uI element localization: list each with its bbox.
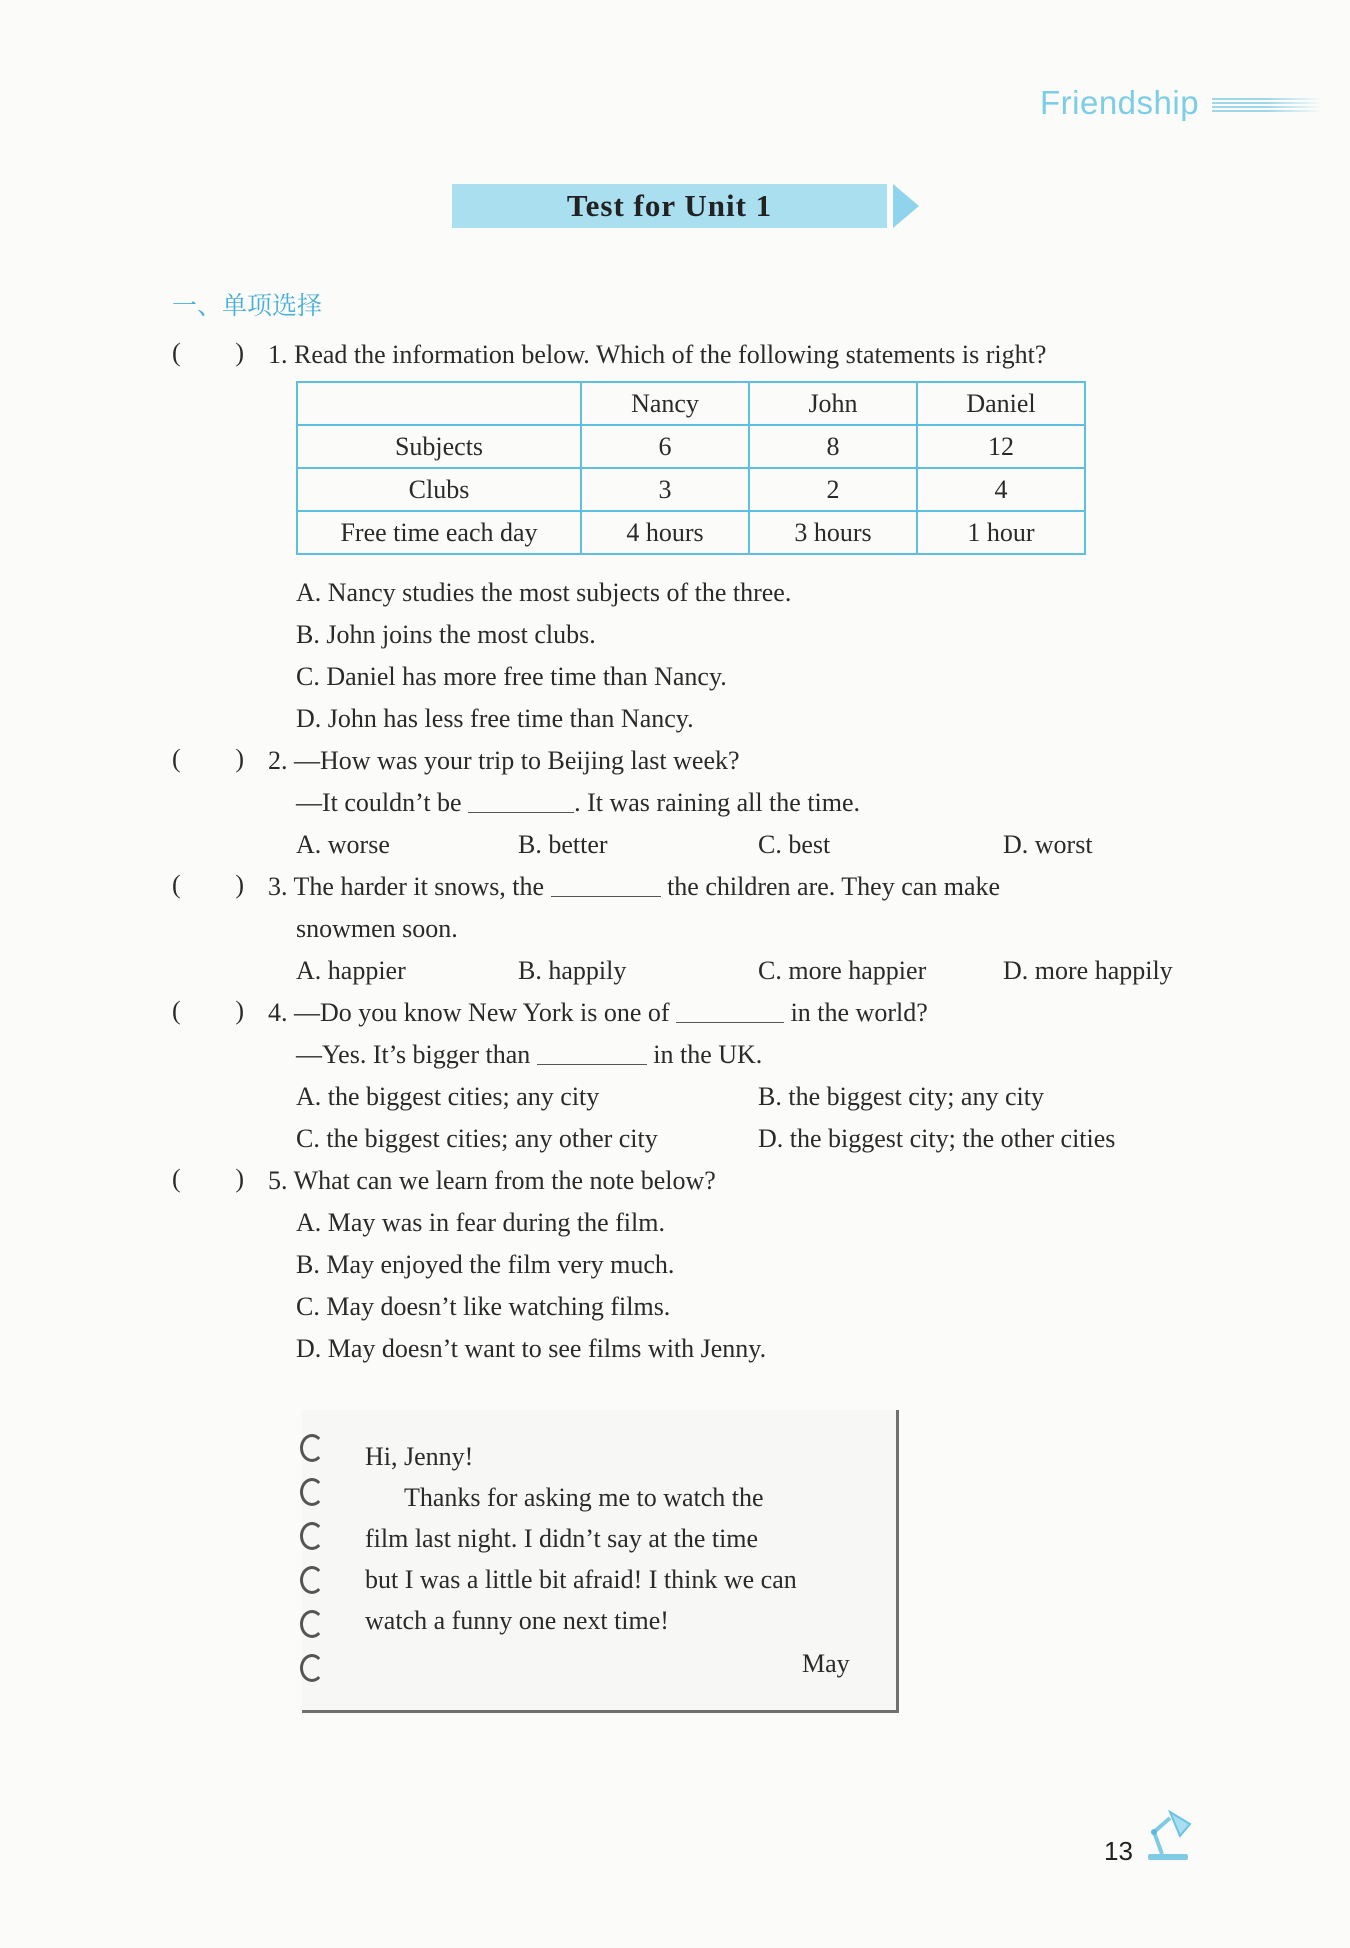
table-cell: John <box>749 382 917 425</box>
option-q1-c: C. Daniel has more free time than Nancy. <box>296 662 727 691</box>
header-decorative-lines <box>1212 98 1322 114</box>
question-4-line-2: —Yes. It’s bigger than in the UK. <box>296 1040 763 1069</box>
option-q2-b: B. better <box>518 830 608 859</box>
answer-paren-q1[interactable]: ( ) <box>172 338 244 367</box>
spiral-ring-icon <box>300 1522 324 1550</box>
table-row <box>297 425 1085 468</box>
option-q2-a: A. worse <box>296 830 390 859</box>
note-greeting: Hi, Jenny! <box>365 1442 474 1471</box>
answer-paren-q4[interactable]: ( ) <box>172 996 244 1025</box>
option-q2-d: D. worst <box>1003 830 1093 859</box>
table-cell: 2 <box>749 468 917 511</box>
answer-paren-q5[interactable]: ( ) <box>172 1164 244 1193</box>
table-cell: 4 hours <box>581 511 749 554</box>
option-q1-d: D. John has less free time than Nancy. <box>296 704 694 733</box>
table-row <box>297 511 1085 554</box>
info-table <box>296 381 1086 555</box>
question-3-line-1: 3. The harder it snows, the the children are. They can make <box>268 872 1001 901</box>
title-arrow-icon <box>893 184 919 228</box>
table-cell: 6 <box>581 425 749 468</box>
table-cell: 1 hour <box>917 511 1085 554</box>
option-q3-c: C. more happier <box>758 956 927 985</box>
table-cell: 3 hours <box>749 511 917 554</box>
fill-in-blank[interactable] <box>676 998 784 1023</box>
running-title: Friendship <box>1040 84 1200 121</box>
fill-in-blank[interactable] <box>537 1040 647 1065</box>
question-3-line-2: snowmen soon. <box>296 914 458 943</box>
table-cell <box>297 382 581 425</box>
table-cell: Free time each day <box>297 511 581 554</box>
answer-paren-q2[interactable]: ( ) <box>172 744 244 773</box>
desk-lamp-icon <box>1140 1806 1200 1864</box>
question-2-line-2: —It couldn’t be . It was raining all the time. <box>296 788 861 817</box>
option-q2-c: C. best <box>758 830 831 859</box>
note-line: Thanks for asking me to watch the <box>404 1483 764 1512</box>
table-cell: Nancy <box>581 382 749 425</box>
question-2-line-1: 2. —How was your trip to Beijing last week? <box>268 746 740 775</box>
spiral-ring-icon <box>300 1654 324 1682</box>
fill-in-blank[interactable] <box>551 872 661 897</box>
table-cell: Daniel <box>917 382 1085 425</box>
question-1-text: 1. Read the information below. Which of the following statements is right? <box>268 340 1047 369</box>
table-row <box>297 468 1085 511</box>
spiral-ring-icon <box>300 1434 324 1462</box>
option-q5-b: B. May enjoyed the film very much. <box>296 1250 675 1279</box>
spiral-ring-icon <box>300 1478 324 1506</box>
question-4-line-1: 4. —Do you know New York is one of in the world? <box>268 998 928 1027</box>
page-number: 13 <box>1104 1836 1133 1866</box>
option-q3-b: B. happily <box>518 956 627 985</box>
option-q1-a: A. Nancy studies the most subjects of the three. <box>296 578 792 607</box>
table-cell: 4 <box>917 468 1085 511</box>
note-signature: May <box>802 1649 850 1678</box>
question-5-text: 5. What can we learn from the note below? <box>268 1166 716 1195</box>
note-line: but I was a little bit afraid! I think we can <box>365 1565 797 1594</box>
option-q3-a: A. happier <box>296 956 406 985</box>
spiral-ring-icon <box>300 1566 324 1594</box>
answer-paren-q3[interactable]: ( ) <box>172 870 244 899</box>
table-cell: Clubs <box>297 468 581 511</box>
note-line: film last night. I didn’t say at the time <box>365 1524 759 1553</box>
section-heading: 一、单项选择 <box>172 291 323 320</box>
spiral-ring-icon <box>300 1610 324 1638</box>
option-q3-d: D. more happily <box>1003 956 1173 985</box>
fill-in-blank[interactable] <box>468 788 574 813</box>
option-q4-b: B. the biggest city; any city <box>758 1082 1044 1111</box>
note-line: watch a funny one next time! <box>365 1606 669 1635</box>
option-q4-d: D. the biggest city; the other cities <box>758 1124 1116 1153</box>
option-q5-a: A. May was in fear during the film. <box>296 1208 665 1237</box>
option-q5-d: D. May doesn’t want to see films with Jenny. <box>296 1334 767 1363</box>
table-header-row <box>297 382 1085 425</box>
option-q5-c: C. May doesn’t like watching films. <box>296 1292 671 1321</box>
option-q1-b: B. John joins the most clubs. <box>296 620 596 649</box>
table-cell: 12 <box>917 425 1085 468</box>
table-cell: Subjects <box>297 425 581 468</box>
test-title: Test for Unit 1 <box>566 188 773 223</box>
option-q4-a: A. the biggest cities; any city <box>296 1082 600 1111</box>
table-cell: 8 <box>749 425 917 468</box>
option-q4-c: C. the biggest cities; any other city <box>296 1124 658 1153</box>
table-cell: 3 <box>581 468 749 511</box>
